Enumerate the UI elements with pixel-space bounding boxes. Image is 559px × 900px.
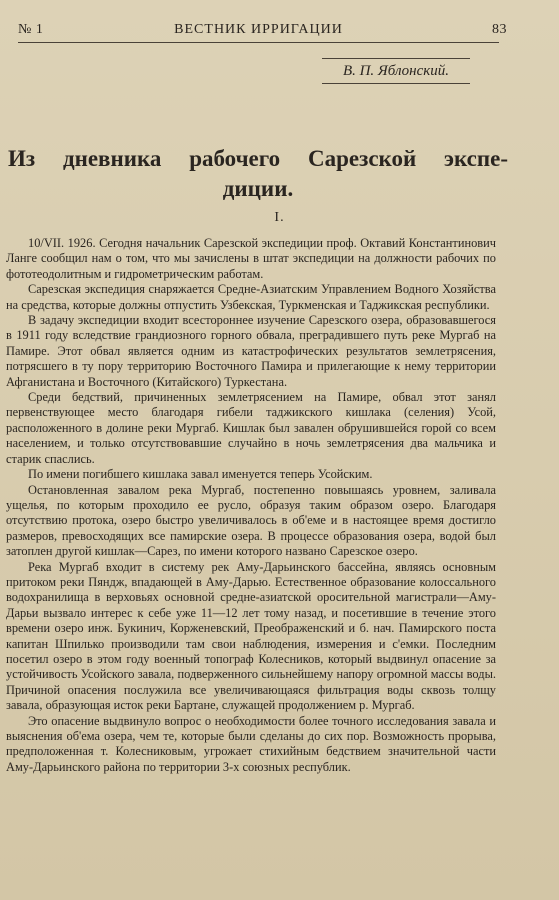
- title-line-1: Из дневника рабочего Сарезской экспе-: [8, 146, 508, 171]
- paragraph: 10/VII. 1926. Сегодня начальник Сарезской экспедиции проф. Октавий Константинович Ланге сообщил нам о том, что мы зачислены в штат экспедиции на должности рабочих по фототеодолитным и гидрометрическим работам.: [6, 236, 496, 281]
- paragraph: Река Мургаб входит в систему рек Аму-Дарьинского бассейна, являясь основным притоком реки Пяндж, впадающей в Аму-Дарью. Естественное образование колоссального водохранилища в верховьях основной средне-азиатской оросительной магистрали—Аму-Дарьи вызвало интерес к себе уже 11—12 лет тому назад, и посетившие в течение этого времени озеро инж. Букинич, Корженевский, Преображенский и б. нач. Памирского поста капитан Шпилько производили там свои наблюдения, измерения и с'емки. Последним посетил озеро в этом году военный топограф Колесников, который выдвинул опасение за устойчивость Усойского завала, подверженного сильнейшему напору огромной массы воды. Причиной опасения послужила все увеличивающаяся фильтрация воды сквозь толщу завала, образующая исток реки Бартане, служащей продолжением р. Мургаб.: [6, 559, 496, 713]
- journal-name: ВЕСТНИК ИРРИГАЦИИ: [174, 22, 343, 37]
- running-header: [18, 22, 507, 43]
- title-line-2: диции.: [222, 176, 294, 201]
- section-number: I.: [274, 210, 285, 225]
- author-name: В. П. Яблонский.: [322, 58, 470, 84]
- article-title: [8, 144, 508, 204]
- article-body: [6, 236, 496, 775]
- paragraph: Среди бедствий, причиненных землетрясением на Памире, обвал этот занял первенствующее место благодаря гибели таджикского кишлака (селения) Усой, расположенного в долине реки Мургаб. Кишлак был завален обрушившейся горой со всем населением, и только отсутствовавшие случайно в ночь землетрясения два мальчика и старик спаслись.: [6, 390, 496, 466]
- page-number: 83: [492, 22, 507, 37]
- issue-number: № 1: [18, 22, 44, 37]
- paragraph: Это опасение выдвинуло вопрос о необходимости более точного исследования завала и выяснения об'ема озера, чем те, которые были сделаны до сих пор. Возможность прорыва, предположенная т. Колесниковым, угрожает стихийным бедствием значительной части Аму-Дарьинского района по территории 3-х союзных республик.: [6, 713, 496, 774]
- paragraph: Сарезская экспедиция снаряжается Средне-Азиатским Управлением Водного Хозяйства на средства, которые должны отпустить Узбекская, Туркменская и Таджикская республики.: [6, 282, 496, 312]
- paragraph: Остановленная завалом река Мургаб, постепенно повышаясь уровнем, заливала ущелья, по которым проходило ее русло, образуя таким образом озеро. Благодаря отсутствию протока, озеро быстро увеличивалось в об'еме и в настоящее время достигло размеров, превосходящих все памирские озера. В процессе образования озера, водой был затоплен другой кишлак—Сарез, по имени которого названо Сарезское озеро.: [6, 482, 496, 559]
- paragraph: В задачу экспедиции входит всестороннее изучение Сарезского озера, образовавшегося в 1911 году вследствие грандиозного горного обвала, преградившего путь реке Мургаб на Памире. Этот обвал является одним из катастрофических результатов землетрясения, потрясшего в ту пору территорию Восточного Памира и прилегающие к нему территории Афганистана и Восточного (Китайского) Туркестана.: [6, 313, 496, 389]
- paragraph: По имени погибшего кишлака завал именуется теперь Усойским.: [28, 467, 373, 482]
